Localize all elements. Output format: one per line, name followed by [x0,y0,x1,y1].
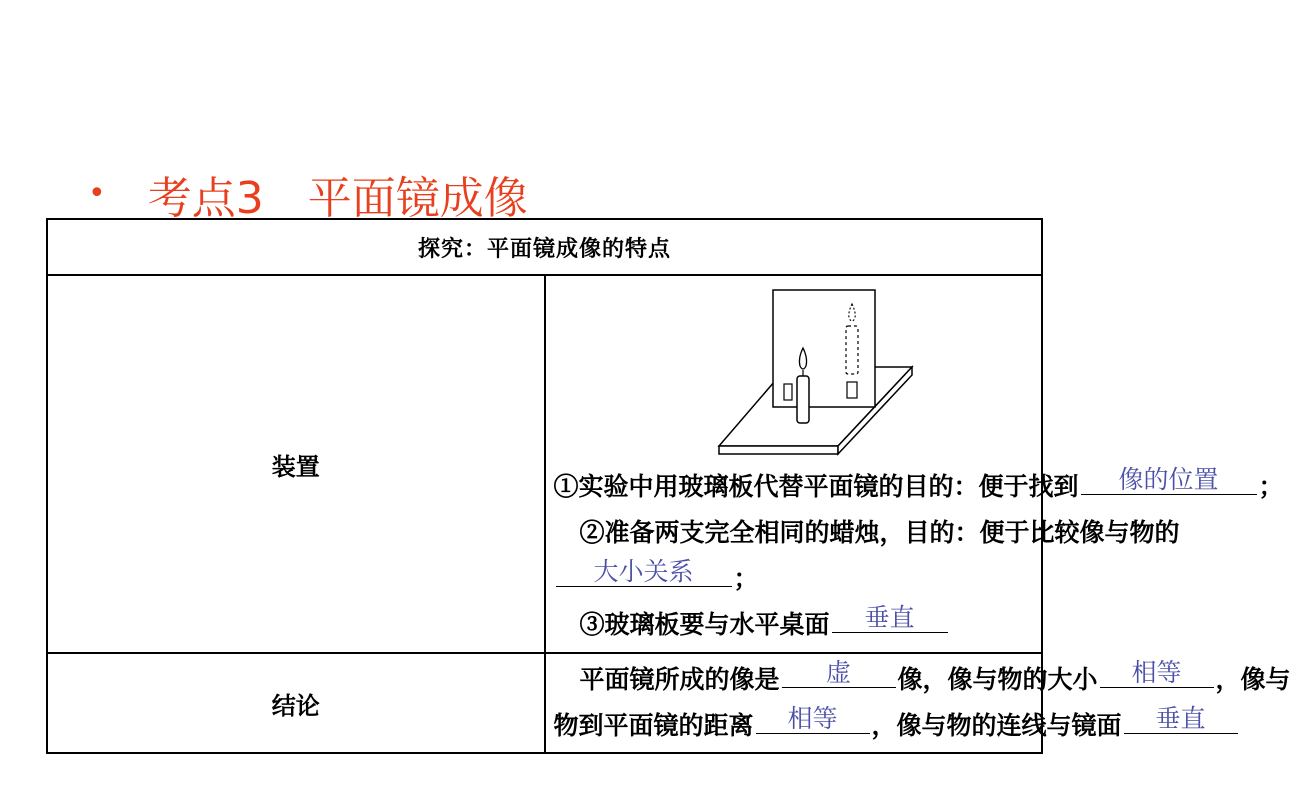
conclusion-text-5: ，像与物的连线与镜面 [871,711,1122,740]
heading-title: 考点3 平面镜成像 [147,173,528,224]
conclusion-line-1 [546,657,1291,703]
answer-blank-equal-size [1100,657,1214,688]
answer-equal-distance: 相等 [787,704,838,733]
mirror-candle-diagram [673,280,913,464]
answer-virtual: 虚 [826,658,852,687]
setup-item-2 [546,510,1180,556]
apparatus-figure [546,276,1042,464]
answer-image-position: 像的位置 [1118,465,1219,494]
answer-blank-equal-distance [756,703,870,734]
setup-item-1-text: ①实验中用玻璃板代替平面镜的目的：便于找到 [553,472,1079,501]
conclusion-text-2: 像，像与物的大小 [897,665,1098,694]
answer-perpendicular: 垂直 [864,603,915,632]
conclusion-text-4: 物到平面镜的距离 [553,711,754,740]
answer-blank-line-perpendicular [1124,703,1238,734]
setup-item-2-cont [546,556,1042,602]
conclusion-text-3: ，像与 [1215,665,1291,694]
setup-cell [545,275,1284,653]
bullet-point: • [88,176,106,211]
setup-item-2-suffix: ； [733,564,759,593]
conclusion-label: 结论 [47,653,545,753]
setup-label: 装置 [47,275,545,653]
answer-line-perpendicular: 垂直 [1155,704,1206,733]
answer-blank-size-relation [556,556,732,587]
answer-size-relation: 大小关系 [593,557,694,586]
answer-blank-image-position [1081,464,1257,495]
setup-item-3 [546,602,1042,652]
section-heading [88,168,528,224]
setup-item-2-text: ②准备两支完全相同的蜡烛，目的：便于比较像与物的 [579,518,1180,547]
answer-blank-perpendicular [832,602,948,633]
setup-item-3-text: ③玻璃板要与水平桌面 [579,610,830,639]
answer-equal-size: 相等 [1131,658,1182,687]
experiment-table [46,218,1291,754]
answer-blank-virtual [782,657,896,688]
conclusion-cell [545,653,1291,753]
conclusion-line-2 [546,703,1206,749]
setup-item-1-suffix: ； [1258,472,1284,501]
setup-item-1 [546,464,1284,510]
table-header: 探究：平面镜成像的特点 [47,219,1042,275]
conclusion-text-1: 平面镜所成的像是 [579,665,780,694]
